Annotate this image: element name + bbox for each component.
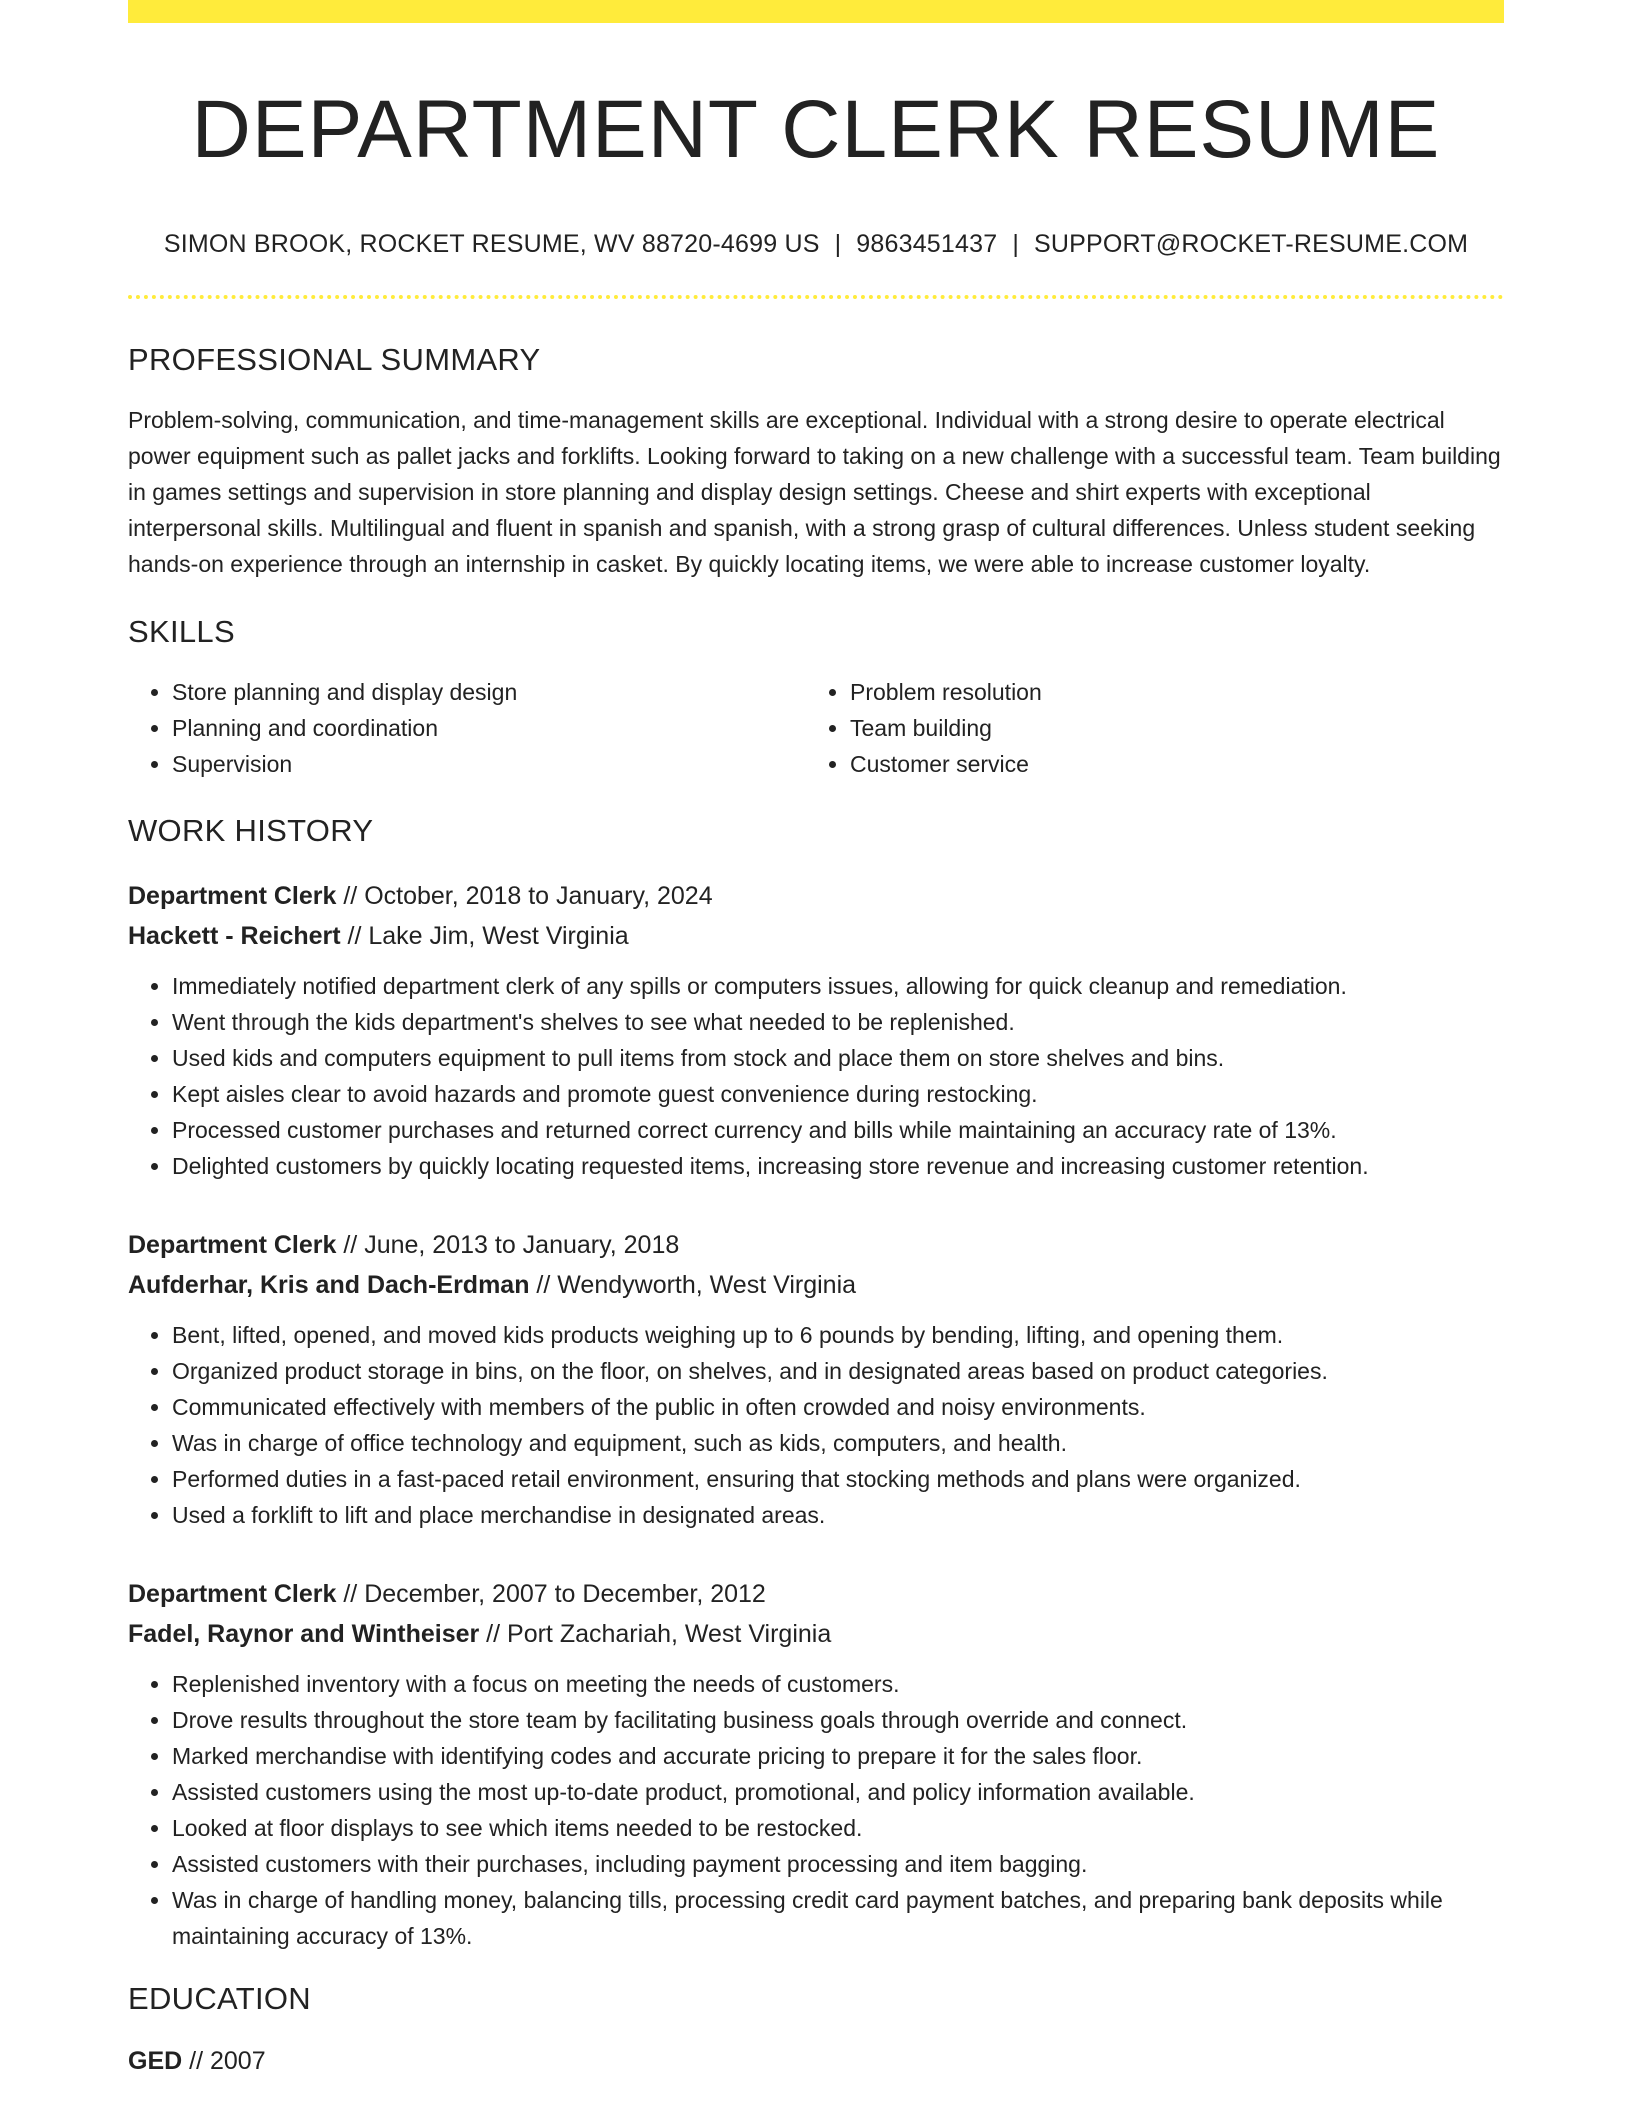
job-entry xyxy=(128,1225,1504,1533)
job-entry xyxy=(128,1574,1504,1954)
job-dates: December, 2007 to December, 2012 xyxy=(364,1580,766,1608)
job-bullet: • Kept aisles clear to avoid hazards and promote guest convenience during restocking. xyxy=(172,1076,1504,1112)
job-company-line xyxy=(128,1265,1504,1305)
job-separator: // xyxy=(340,922,369,950)
job-bullet: • Processed customer purchases and returned correct currency and bills while maintaining an accuracy rate of 13%. xyxy=(172,1112,1504,1148)
job-dates: October, 2018 to January, 2024 xyxy=(364,882,713,910)
skill-item: • Team building xyxy=(850,710,1504,746)
accent-bar xyxy=(128,0,1504,23)
skill-item: • Store planning and display design xyxy=(172,674,806,710)
job-title-line xyxy=(128,876,1504,916)
job-dates: June, 2013 to January, 2018 xyxy=(364,1231,680,1259)
skill-item: • Supervision xyxy=(172,746,806,782)
skill-item: • Planning and coordination xyxy=(172,710,806,746)
education-separator: // xyxy=(182,2047,210,2075)
job-title-line xyxy=(128,1225,1504,1265)
summary-heading: PROFESSIONAL SUMMARY xyxy=(128,342,541,377)
job-location: Port Zachariah, West Virginia xyxy=(507,1620,832,1648)
job-company: Hackett - Reichert xyxy=(128,922,341,950)
job-bullet: • Marked merchandise with identifying codes and accurate pricing to prepare it for the sales floor. xyxy=(172,1738,1504,1774)
resume-page xyxy=(128,0,1504,2112)
contact-address: SIMON BROOK, ROCKET RESUME, WV 88720-4699 US xyxy=(163,230,820,258)
job-bullet: • Was in charge of handling money, balancing tills, processing credit card payment batches, and preparing bank deposits while maintaining accuracy of 13%. xyxy=(172,1882,1504,1954)
job-separator: // xyxy=(336,1231,365,1259)
education-heading: EDUCATION xyxy=(128,1981,311,2016)
contact-phone: 9863451437 xyxy=(856,230,998,258)
job-bullets xyxy=(128,1666,1504,1954)
skills-left-column xyxy=(128,674,806,782)
job-bullets xyxy=(128,968,1504,1184)
job-bullet: • Went through the kids department's shelves to see what needed to be replenished. xyxy=(172,1004,1504,1040)
job-bullet: • Communicated effectively with members of the public in often crowded and noisy environments. xyxy=(172,1389,1504,1425)
resume-title: DEPARTMENT CLERK RESUME xyxy=(191,84,1441,175)
job-entry xyxy=(128,876,1504,1184)
job-bullet: • Looked at floor displays to see which items needed to be restocked. xyxy=(172,1810,1504,1846)
job-bullet: • Bent, lifted, opened, and moved kids products weighing up to 6 pounds by bending, lifting, and opening them. xyxy=(172,1317,1504,1353)
job-location: Wendyworth, West Virginia xyxy=(557,1271,857,1299)
job-separator: // xyxy=(336,1580,365,1608)
job-bullet: • Used a forklift to lift and place merchandise in designated areas. xyxy=(172,1497,1504,1533)
education-year: 2007 xyxy=(209,2047,266,2075)
job-company: Aufderhar, Kris and Dach-Erdman xyxy=(128,1271,530,1299)
education-degree: GED xyxy=(128,2047,183,2075)
job-bullet: • Replenished inventory with a focus on meeting the needs of customers. xyxy=(172,1666,1504,1702)
education-entry xyxy=(128,2041,1504,2081)
job-company-line xyxy=(128,916,1504,956)
job-bullet: • Drove results throughout the store team by facilitating business goals through override and connect. xyxy=(172,1702,1504,1738)
job-title: Department Clerk xyxy=(128,882,337,910)
contact-email: SUPPORT@ROCKET-RESUME.COM xyxy=(1034,230,1469,258)
contact-separator: | xyxy=(1012,230,1020,258)
job-bullet: • Assisted customers using the most up-to-date product, promotional, and policy information available. xyxy=(172,1774,1504,1810)
job-bullet: • Performed duties in a fast-paced retail environment, ensuring that stocking methods and plans were organized. xyxy=(172,1461,1504,1497)
skills-heading: SKILLS xyxy=(128,614,235,649)
skill-item: • Customer service xyxy=(850,746,1504,782)
job-bullet: • Used kids and computers equipment to pull items from stock and place them on store shelves and bins. xyxy=(172,1040,1504,1076)
job-bullets xyxy=(128,1317,1504,1533)
job-title-line xyxy=(128,1574,1504,1614)
job-bullet: • Immediately notified department clerk of any spills or computers issues, allowing for quick cleanup and remediation. xyxy=(172,968,1504,1004)
job-title: Department Clerk xyxy=(128,1580,337,1608)
work-history-heading: WORK HISTORY xyxy=(128,813,374,848)
job-bullet: • Was in charge of office technology and equipment, such as kids, computers, and health. xyxy=(172,1425,1504,1461)
contact-line xyxy=(128,229,1504,259)
summary-text: Problem-solving, communication, and time-management skills are exceptional. Individual with a strong desire to operate electrical power equipment such as pallet jacks and forklifts. Looking forward to taking on a new challenge with a successful team. Team building in games settings and supervision in store planning and display design settings. Cheese and shirt experts with exceptional interpersonal skills. Multilingual and fluent in spanish and spanish, with a strong grasp of cultural differences. Unless student seeking hands-on experience through an internship in casket. By quickly locating items, we were able to increase customer loyalty. xyxy=(128,407,1501,577)
contact-separator: | xyxy=(834,230,842,258)
job-bullet: • Assisted customers with their purchases, including payment processing and item bagging. xyxy=(172,1846,1504,1882)
skills-right-column xyxy=(806,674,1504,782)
job-company-line xyxy=(128,1614,1504,1654)
job-location: Lake Jim, West Virginia xyxy=(368,922,629,950)
job-title: Department Clerk xyxy=(128,1231,337,1259)
skills-grid xyxy=(128,674,1504,782)
dotted-divider xyxy=(128,295,1504,299)
job-separator: // xyxy=(336,882,365,910)
job-bullet: • Delighted customers by quickly locating requested items, increasing store revenue and increasing customer retention. xyxy=(172,1148,1504,1184)
job-separator: // xyxy=(479,1620,508,1648)
skill-item: • Problem resolution xyxy=(850,674,1504,710)
job-separator: // xyxy=(529,1271,558,1299)
job-bullet: • Organized product storage in bins, on the floor, on shelves, and in designated areas based on product categories. xyxy=(172,1353,1504,1389)
job-company: Fadel, Raynor and Wintheiser xyxy=(128,1620,480,1648)
